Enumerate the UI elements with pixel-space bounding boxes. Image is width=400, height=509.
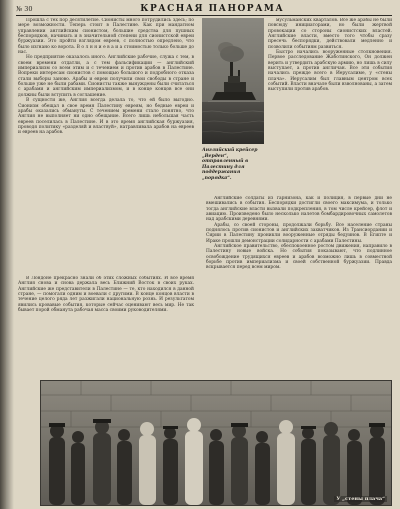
paragraph: Быстро начались вооруженные столкновения. Первое расследование Жаботинского, Он должен верить и утвердить арабскую армию, но лишь в силу выступает, а против англичан. Все эти события начались прежде всего в Иерусалиме, у «стены плача». Иерусалим был главным центром всех событий. Власти вначале были взволнованы, а затем выступили против арабов. — [268, 50, 392, 93]
article-column-bottom-right — [206, 196, 392, 378]
paragraph: Английские солдаты из гарнизона, как и полиция, в первые дни не вмешивались в события. Беспорядки достигли своего максимума, и только тогда английские власти вызвали подкрепления, в том числе крейсер, флот и авиацию. Произведено было несколько налетов бомбардировочных самолетов над арабскими деревнями. — [206, 196, 392, 223]
crowd-illustration — [41, 381, 391, 505]
binding-shadow — [6, 0, 14, 509]
paragraph: Но предприятие оказалось иного. Английские рабочие, служа с тем, в своем времени отдатли, а с тем фальсификации — английский империализм со всем этим и с течением и против арабов в Палестине. Вопреки интересам сионистов с помощью большого и подробного отказа стали выборы заново. Арабы и евреи получили свои свободы в стране и больше уже не были рабами. Сионисты также вынуждены были считаться с арабами и английским империализмом, и в конце концов все они должны были вступить в соглашение. — [18, 55, 194, 98]
magazine-page — [6, 0, 400, 509]
warship-illustration — [202, 18, 264, 144]
paragraph: В сущности же, Англия всегда делала то, что ей было выгодно. Сионизм обещал в свое время Палестину евреям, но бедные евреи и арабы оказались обмануты. С течением времени стало понятно, что Англия не выполняет ни одно обещание. Всего лишь небольшая часть евреев поселилась в Палестине. И в это время английская буржуазия, проводя политику «разделяй и властвуй», натравливала арабов на евреев и евреев на арабов. — [18, 98, 194, 136]
article-column-right-top — [268, 18, 392, 192]
wailing-wall-photo — [40, 380, 392, 506]
warship-photo — [202, 18, 264, 144]
magazine-title: КРАСНАЯ ПАНОРАМА — [140, 3, 285, 14]
page-number: № 30 — [16, 4, 33, 13]
page-header — [16, 2, 392, 16]
paragraph: Английское правительство, обеспокоенное ростом движения, направило в Палестину новые войска. Но события показывают, что подлинное освобождение трудящихся евреев и арабов возможно лишь в совместной борьбе против империализма и своей собственной буржуазии. Правда вскрывается перед всем миром. — [206, 244, 392, 271]
article-column-left-top — [18, 18, 194, 274]
warship-photo-caption: Английский крейсер „Верден“, отправленный в Палестину для поддержания „порядка“. — [202, 148, 258, 181]
paragraph: Прошла с тех пор десятилетие. Сионисты много потрудились здесь; по мере возможности. Теперь стоит в Палестине. Как при мандатном управлении английским сионистом, большие средства для пушных беспорядков, начинать и в значительной степени для сионистской евреи буржуазии. Это пройти взглядом евреев, с полностью опредлено, что было изгнано ко ворота. В о л н н и е в а и а стоимостью только больше до нас. — [18, 18, 194, 56]
wailing-wall-photo-caption: У „стены плача“ — [336, 496, 385, 502]
article-column-bottom-left — [18, 276, 194, 378]
paragraph: В Лондоне прекрасно знали об этих сложных событиях. И все время Англия снова и снова держала весь Ближний Восток в своих руках. Английские же представители в Палестине — те, кто находился в данной стране, — помогали одним и воевали с другими. В конце концов власти в течение целого ряда лет разжигали национальную рознь. И результатом явились кровавые события, которые сейчас оценивают весь мир. Не так бывает порой обманута рабочая масса своими руководителями. — [18, 276, 194, 314]
paragraph: Арабы, со своей стороны, продолжали борьбу. Все население страны поднялось против сионистов и английских захватчиков. Из Трансиордании и Сирии в Палестину проникли вооруженные отряды бедуинов. В Египте и Ираке прошли демонстрации солидарности с арабами Палестины. — [206, 222, 392, 244]
paragraph: мусульманских кварталов. Все же арабы не были повсюду инициаторами, но были жертвой провокации со стороны сионистских властей. Английские власти, вместо того чтобы сразу пресечь беспорядки, действовали медленно и позволили событиям развиться. — [268, 18, 392, 50]
